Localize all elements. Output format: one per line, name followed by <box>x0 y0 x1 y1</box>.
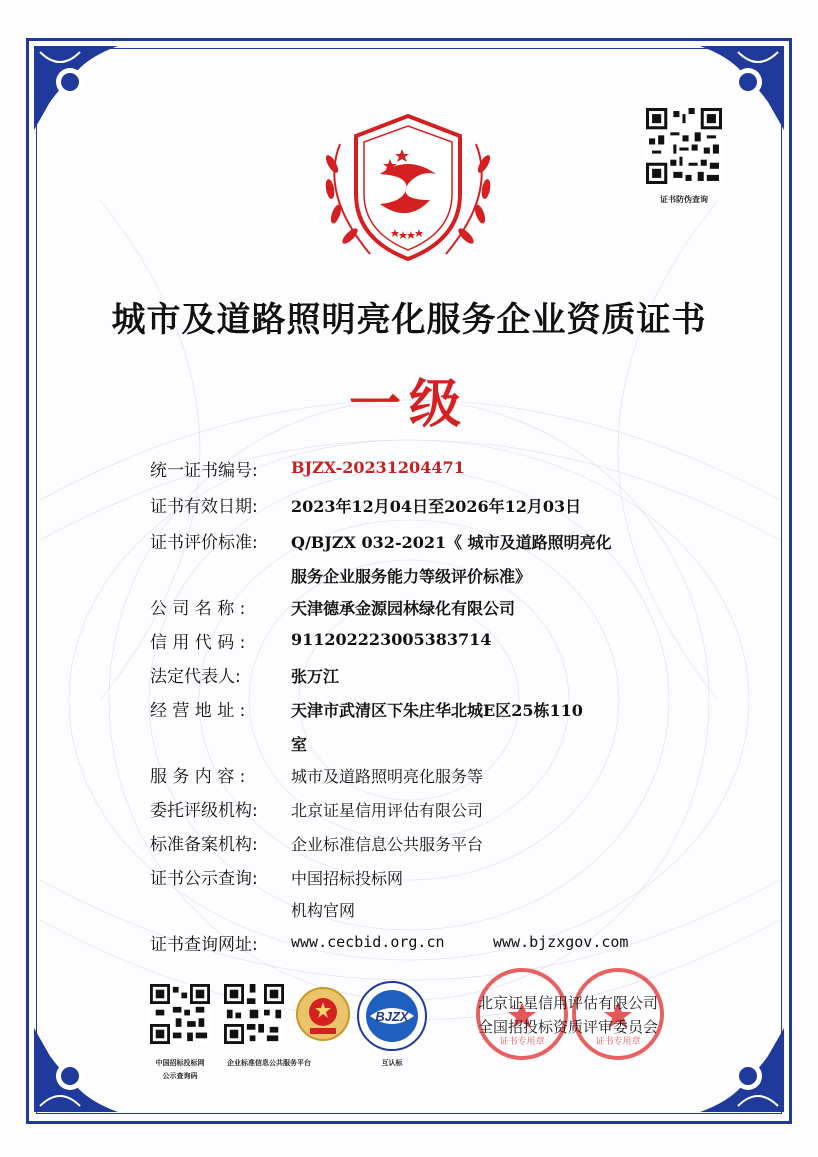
field-value-cert-number: BJZX-20231204471 <box>291 458 465 477</box>
national-emblem-icon <box>294 984 352 1044</box>
field-label-credit-code: 信 用 代 码 : <box>150 633 246 653</box>
field-value-company: 天津德承金源园林绿化有限公司 <box>291 599 516 618</box>
field-value-credit-code: 911202223005383714 <box>291 630 492 649</box>
cecbid-qr-caption-2: 公示查询码 <box>162 1072 198 1080</box>
seal-1-inner-text: 证书专用章 <box>499 1037 545 1047</box>
corner-ornament-bottom-right <box>696 1024 788 1116</box>
field-label-service: 服 务 内 容 : <box>150 767 246 787</box>
certificate-grade: 一级 <box>348 374 469 435</box>
field-label-rating-org: 委托评级机构: <box>150 801 258 821</box>
standard-platform-qr-code[interactable] <box>224 984 284 1044</box>
shield-emblem-icon <box>310 104 506 274</box>
anti-fake-caption: 证书防伪查询 <box>660 195 708 204</box>
field-label-company: 公 司 名 称 : <box>150 599 246 619</box>
seal-org-1: 北京证星信用评估有限公司 <box>478 994 659 1012</box>
query-url-link-2[interactable]: www.bjzxgov.com <box>493 933 629 951</box>
bjzx-logo <box>356 980 428 1052</box>
seal-stamp-2 <box>570 966 666 1062</box>
seal-org-2: 全国招投标资质评审委员会 <box>478 1018 659 1036</box>
field-label-valid-date: 证书有效日期: <box>150 497 258 517</box>
field-value-public-query: 中国招标投标网 <box>291 869 404 888</box>
field-value-service: 城市及道路照明亮化服务等 <box>291 767 484 786</box>
query-url-link-1[interactable]: www.cecbid.org.cn <box>291 933 445 951</box>
corner-ornament-bottom-left <box>30 1024 122 1116</box>
field-label-filing-org: 标准备案机构: <box>150 835 258 855</box>
field-label-address: 经 营 地 址 : <box>150 701 246 721</box>
field-value-valid-date: 2023年12月04日至2026年12月03日 <box>291 497 582 516</box>
field-label-query-url: 证书查询网址: <box>150 935 258 955</box>
certificate-title: 城市及道路照明亮化服务企业资质证书 <box>111 300 707 340</box>
field-value-filing-org: 企业标准信息公共服务平台 <box>291 835 484 854</box>
field-value-public-query-cont: 机构官网 <box>291 901 356 920</box>
field-value-address-cont: 室 <box>291 735 308 754</box>
anti-counterfeit-qr-code[interactable] <box>646 108 722 184</box>
field-value-legal-rep: 张万江 <box>291 667 340 686</box>
cecbid-qr-code[interactable] <box>150 984 210 1044</box>
standard-platform-caption: 企业标准信息公共服务平台 <box>227 1059 311 1067</box>
field-label-standard: 证书评价标准: <box>150 533 258 553</box>
cecbid-qr-caption-1: 中国招标投标网 <box>155 1059 205 1067</box>
field-value-address: 天津市武清区下朱庄华北城E区25栋110 <box>291 701 583 720</box>
field-value-rating-org: 北京证星信用评估有限公司 <box>291 801 484 820</box>
seal-stamp-1 <box>474 966 570 1062</box>
field-value-standard-cont: 服务企业服务能力等级评价标准》 <box>291 567 532 586</box>
field-label-public-query: 证书公示查询: <box>150 869 258 889</box>
seal-2-inner-text: 证书专用章 <box>595 1037 641 1047</box>
field-label-legal-rep: 法定代表人: <box>150 667 241 687</box>
field-value-standard: Q/BJZX 032-2021《 城市及道路照明亮化 <box>291 533 612 552</box>
bjzx-logo-text: BJZX <box>375 1009 409 1024</box>
field-label-cert-number: 统一证书编号: <box>150 461 258 481</box>
corner-ornament-top-left <box>30 42 122 134</box>
bjzx-caption: 互认标 <box>381 1059 403 1067</box>
